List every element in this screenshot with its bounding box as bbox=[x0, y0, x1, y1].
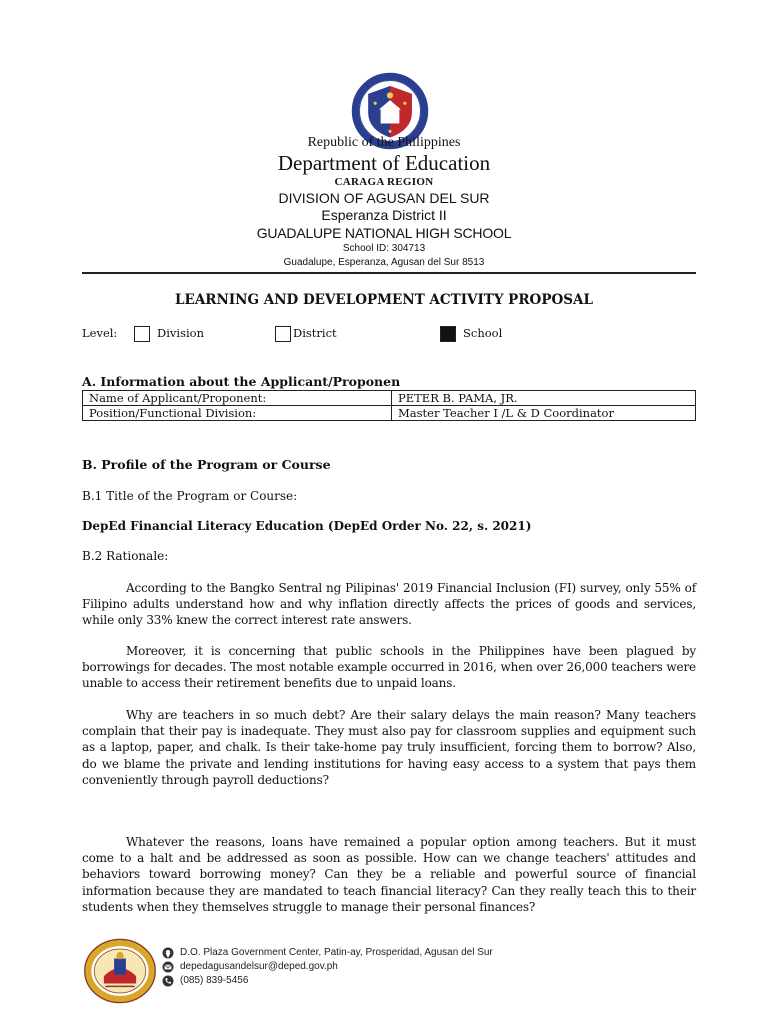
school-address: Guadalupe, Esperanza, Agusan del Sur 8513 bbox=[283, 257, 485, 268]
footer-email[interactable]: depedagusandelsur@deped.gov.ph bbox=[180, 961, 338, 972]
level-district-checkbox[interactable] bbox=[275, 326, 291, 342]
location-icon bbox=[162, 947, 174, 959]
footer-address: D.O. Plaza Government Center, Patin-ay, Prosperidad, Agusan del Sur bbox=[180, 947, 493, 958]
rationale-paragraph-2: Moreover, it is concerning that public schools in the Philippines have been plagued by borrowings for decades. The most notable example occurred in 2016, when over 26,000 teachers were unable to access their retirement benefits due to unpaid loans. bbox=[82, 644, 696, 691]
footer-phone: (085) 839-5456 bbox=[180, 975, 249, 986]
district-name: Esperanza District II bbox=[321, 207, 447, 223]
applicant-info-table bbox=[82, 390, 696, 421]
rationale-paragraph-3: Why are teachers in so much debt? Are their salary delays the main reason? Many teachers complain that their pay is inadequate. They must also pay for classroom supplies and equipment such as a laptop, paper, and chalk. Is their take-home pay truly insufficient, forcing them to borrow? Also, do we blame the private and lending institutions for having easy access to a system that pays them conveniently through payroll deductions? bbox=[82, 708, 696, 787]
b1-label: B.1 Title of the Program or Course: bbox=[82, 489, 298, 503]
division-seal-icon bbox=[82, 938, 158, 1004]
applicant-name-label: Name of Applicant/Proponent: bbox=[83, 391, 392, 406]
table-row bbox=[83, 391, 696, 406]
division-name: DIVISION OF AGUSAN DEL SUR bbox=[278, 190, 490, 206]
applicant-name-value: PETER B. PAMA, JR. bbox=[392, 391, 696, 406]
section-a-heading: A. Information about the Applicant/Proponen bbox=[82, 374, 401, 389]
level-division-checkbox[interactable] bbox=[134, 326, 150, 342]
rationale-paragraph-4: Whatever the reasons, loans have remained a popular option among teachers. But it must come to a halt and be addressed as soon as possible. How can we change teachers' attitudes and behaviors toward borrowing money? Can they be a reliable and powerful source of financial information because they are mandated to teach financial literacy? Can they really teach this to their students when they themselves struggle to manage their personal finances? bbox=[82, 835, 696, 914]
position-value: Master Teacher I /L & D Coordinator bbox=[392, 406, 696, 421]
footer-phone-row bbox=[162, 974, 493, 988]
republic-line: Republic of the Philippines bbox=[307, 135, 461, 150]
section-b-heading: B. Profile of the Program or Course bbox=[82, 457, 331, 472]
level-district-label: District bbox=[293, 326, 337, 340]
document-title: LEARNING AND DEVELOPMENT ACTIVITY PROPOSAL bbox=[175, 292, 593, 308]
position-label: Position/Functional Division: bbox=[83, 406, 392, 421]
school-id: School ID: 304713 bbox=[342, 243, 426, 254]
table-row bbox=[83, 406, 696, 421]
level-label: Level: bbox=[82, 326, 118, 340]
course-title: DepEd Financial Literacy Education (DepEd Order No. 22, s. 2021) bbox=[82, 519, 532, 533]
department-name: Department of Education bbox=[277, 151, 491, 175]
level-school-label: School bbox=[463, 326, 503, 340]
school-name: GUADALUPE NATIONAL HIGH SCHOOL bbox=[256, 225, 512, 241]
footer-address-row bbox=[162, 946, 493, 960]
level-division-label: Division bbox=[157, 326, 204, 340]
b2-label: B.2 Rationale: bbox=[82, 549, 169, 563]
footer-email-row bbox=[162, 960, 493, 974]
email-icon bbox=[162, 961, 174, 973]
region-name: CARAGA REGION bbox=[334, 176, 434, 188]
phone-icon bbox=[162, 975, 174, 987]
rationale-paragraph-1: According to the Bangko Sentral ng Pilipinas' 2019 Financial Inclusion (FI) survey, only 55% of Filipino adults understand how and why inflation directly affects the prices of goods and services, while only 33% knew the correct interest rate answers. bbox=[82, 581, 696, 628]
header-divider bbox=[82, 272, 696, 274]
level-school-checkbox[interactable] bbox=[440, 326, 456, 342]
footer-contact bbox=[162, 946, 493, 988]
